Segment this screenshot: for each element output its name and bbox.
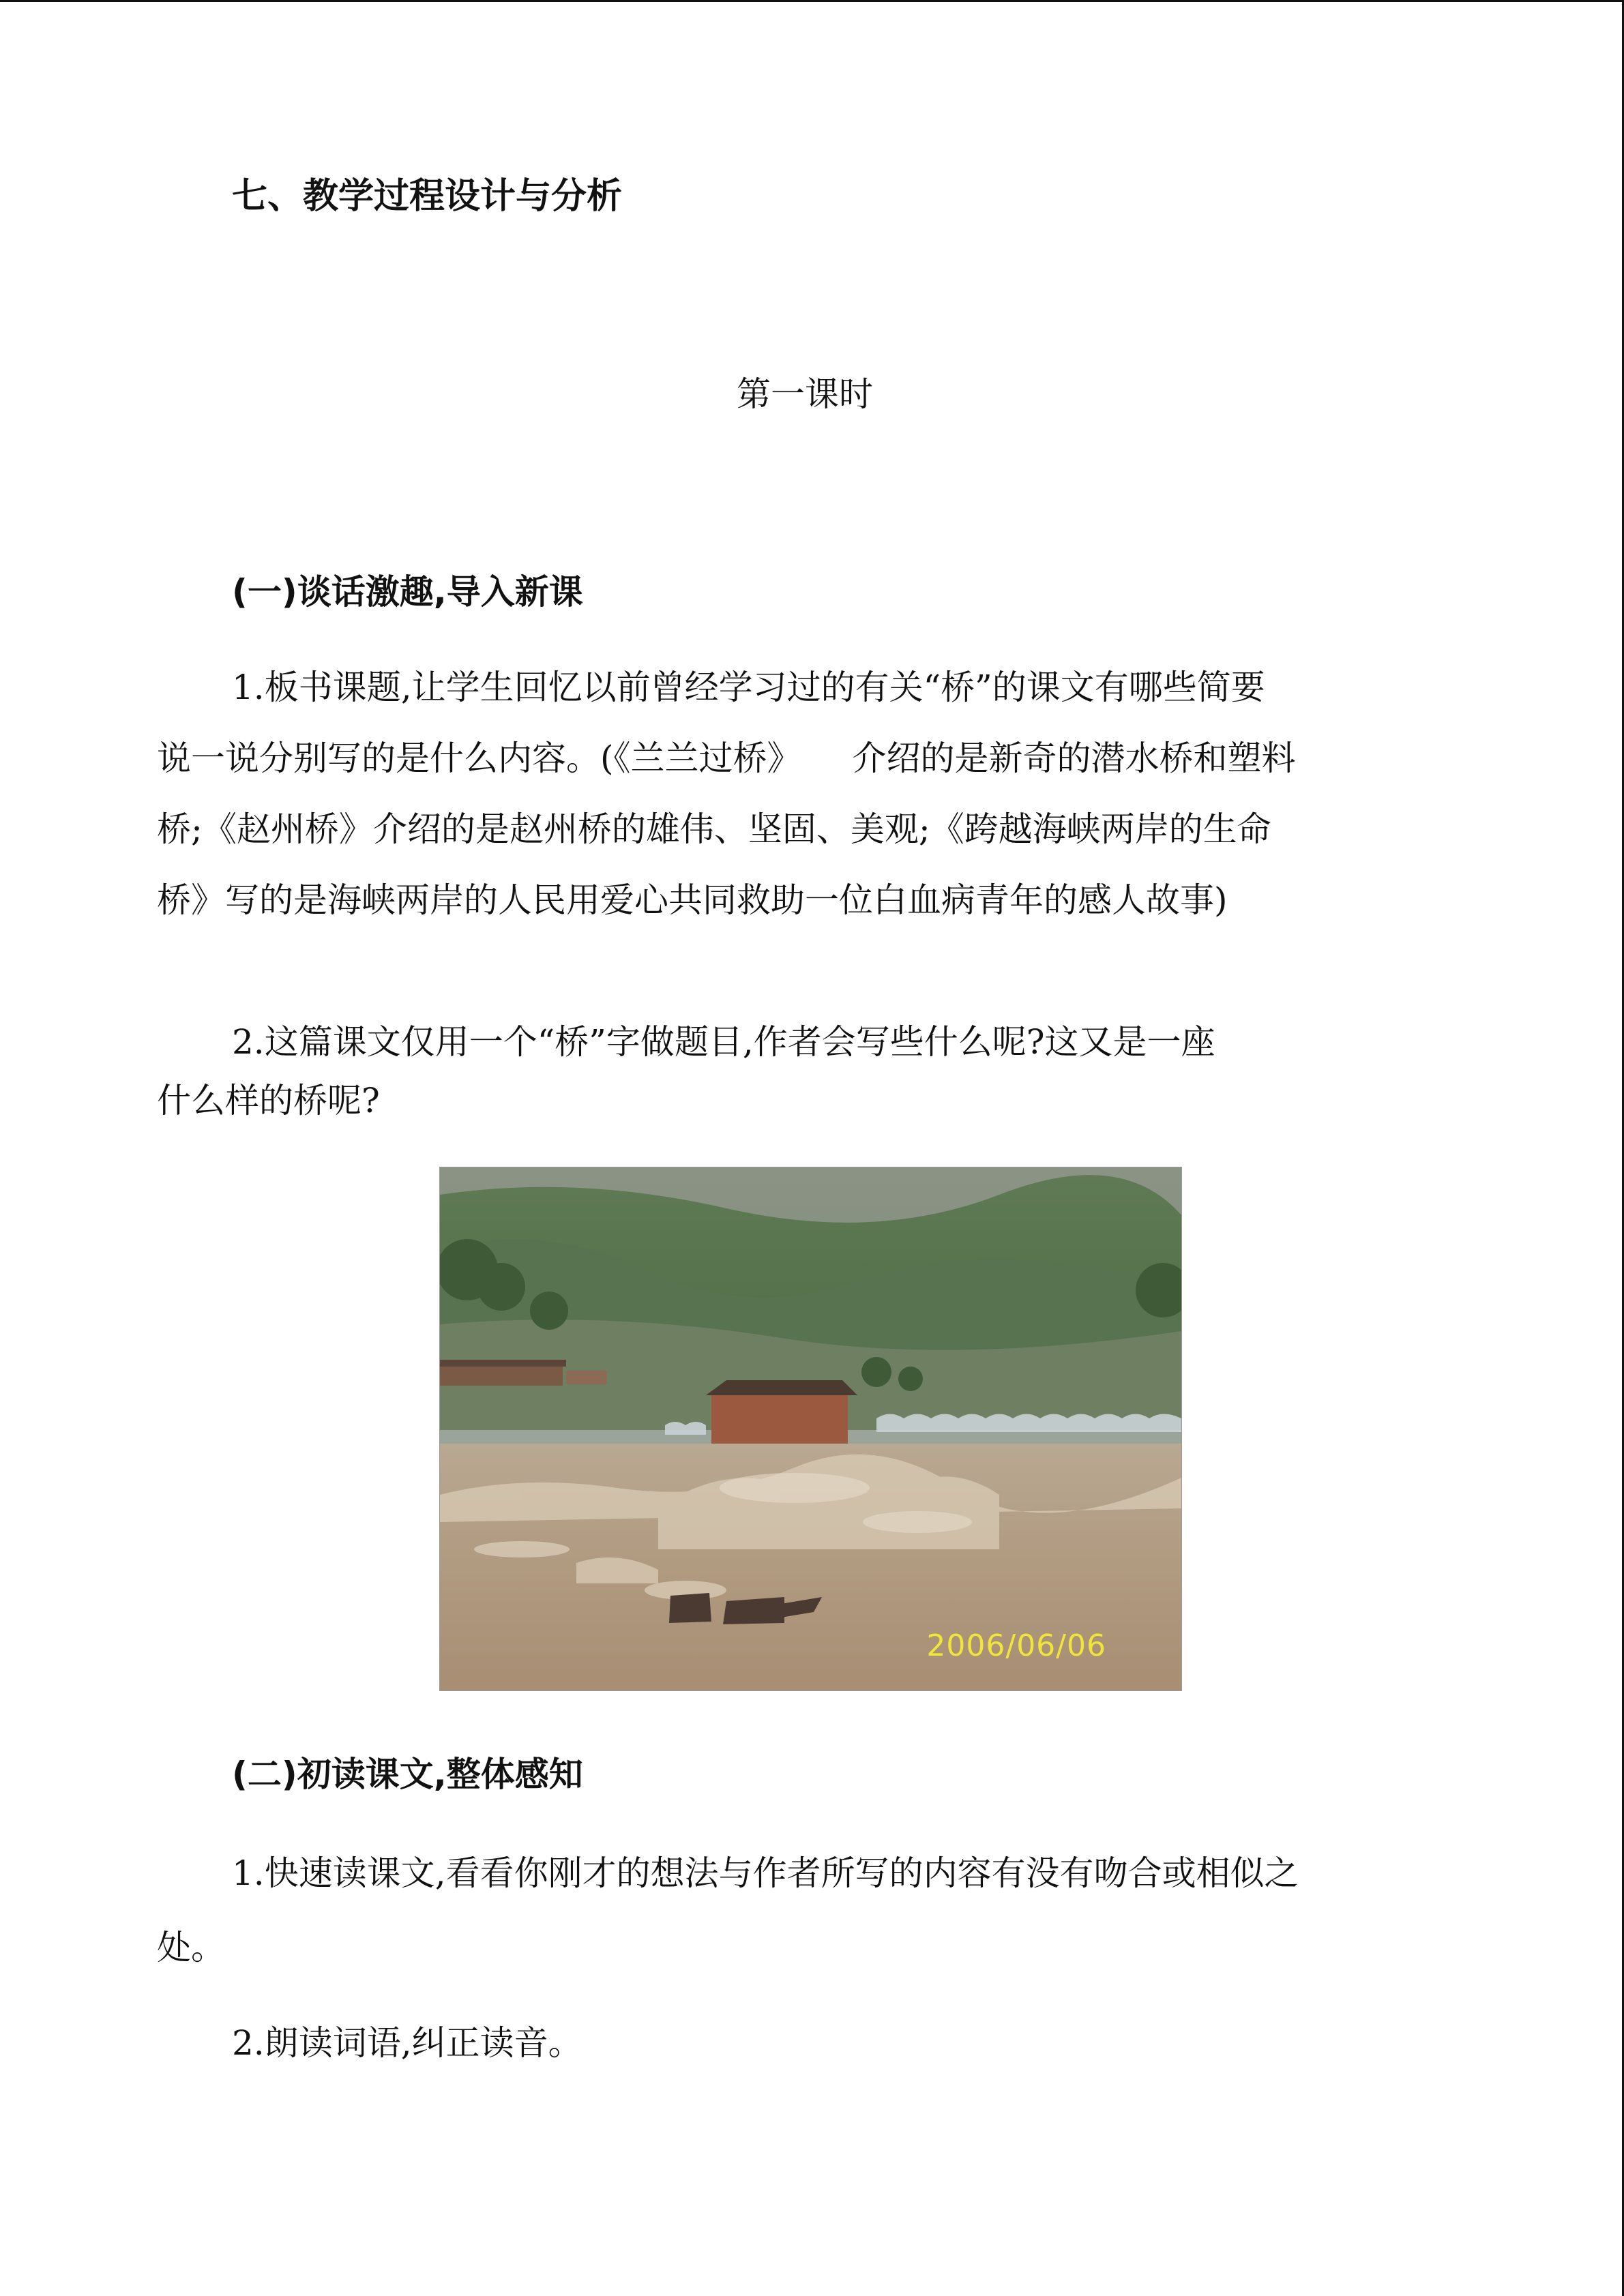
part1-item2-line: 2.这篇课文仅用一个“桥”字做题目,作者会写些什么呢?这又是一座 <box>232 1022 1215 1062</box>
part1-item1-line: 桥》写的是海峡两岸的人民用爱心共同救助一位白血病青年的感人故事) <box>157 880 1228 920</box>
part2-item1-line: 1.快速读课文,看看你刚才的想法与作者所写的内容有没有吻合或相似之 <box>232 1853 1299 1893</box>
flood-photo <box>439 1167 1182 1691</box>
part1-item2-line: 什么样的桥呢? <box>157 1081 380 1120</box>
part1-item1-line: 1.板书课题,让学生回忆以前曾经学习过的有关“桥”的课文有哪些简要 <box>232 668 1265 707</box>
photo-date-stamp: 2006/06/06 <box>926 1628 1106 1663</box>
lesson-heading: 第一课时 <box>737 374 873 414</box>
part2-heading: (二)初读课文,整体感知 <box>232 1755 583 1794</box>
part1-item1-line: 桥;《赵州桥》介绍的是赵州桥的雄伟、坚固、美观;《跨越海峡两岸的生命 <box>157 809 1271 849</box>
part1-heading: (一)谈话激趣,导入新课 <box>232 572 583 612</box>
page-top-border <box>0 0 1624 2</box>
part2-item2-line: 2.朗读词语,纠正读音。 <box>232 2023 582 2063</box>
part1-item1-line: 说一说分别写的是什么内容。(《兰兰过桥》 介绍的是新奇的潜水桥和塑料 <box>157 739 1296 778</box>
flood-photo-illustration <box>440 1167 1181 1690</box>
section-title: 七、教学过程设计与分析 <box>232 176 623 217</box>
part2-item1-line: 处。 <box>157 1928 225 1967</box>
